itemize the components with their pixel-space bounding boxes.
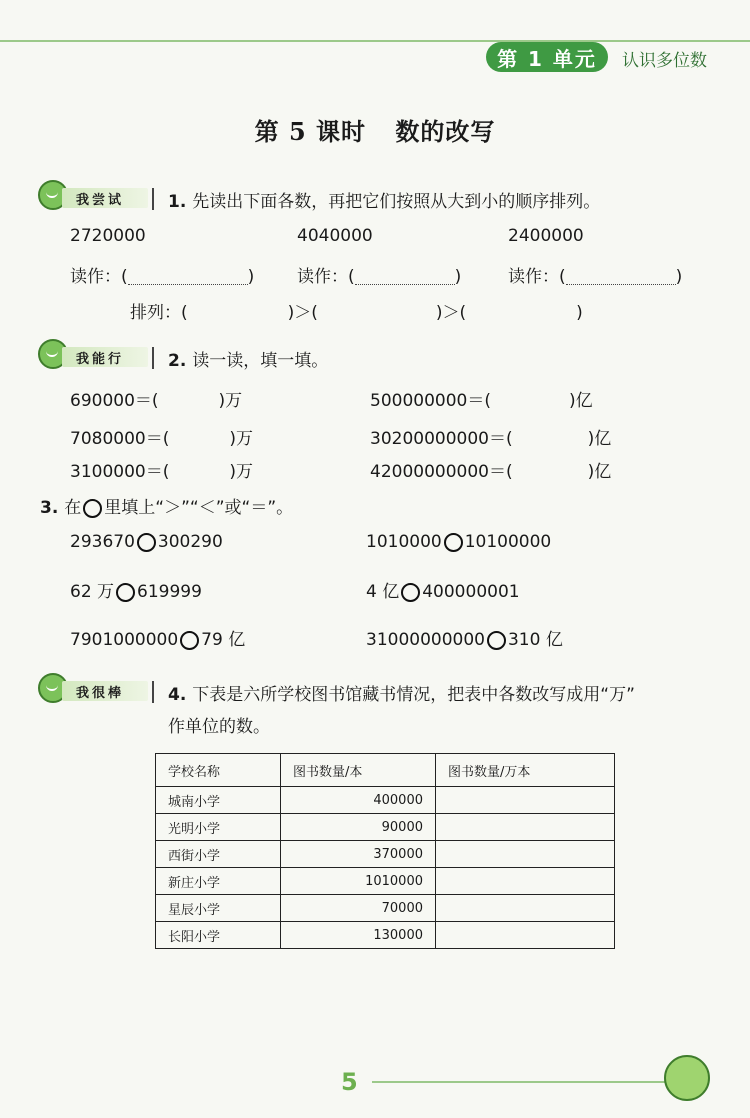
q4-text-1: 下表是六所学校图书馆藏书情况，把表中各数改写成用“万” [192, 685, 635, 705]
table-header: 图书数量/本 [281, 754, 436, 787]
tag-divider [152, 347, 154, 369]
mascot-icon [664, 1055, 710, 1101]
q2-left-2: 7080000＝( )万 [70, 429, 253, 449]
school-name: 长阳小学 [156, 922, 281, 949]
book-count: 90000 [281, 814, 436, 841]
tag-divider [152, 188, 154, 210]
table-header: 学校名称 [156, 754, 281, 787]
q3-pair-5: 7901000000 79 亿 [70, 630, 246, 650]
unit-subtitle: 认识多位数 [622, 51, 707, 71]
answer-cell[interactable] [436, 787, 615, 814]
compare-circle[interactable] [116, 583, 135, 602]
compare-circle[interactable] [401, 583, 420, 602]
q2-prompt [168, 346, 328, 371]
school-name: 城南小学 [156, 787, 281, 814]
table-row [156, 895, 615, 922]
tag-divider [152, 681, 154, 703]
q1-number-1: 2720000 [70, 226, 146, 246]
book-count: 130000 [281, 922, 436, 949]
q3-number: 3. [40, 498, 59, 518]
books-table [155, 753, 615, 949]
header-rule [0, 40, 750, 42]
q1-read-1: 读作：( ) [70, 267, 255, 287]
table-header: 图书数量/万本 [436, 754, 615, 787]
answer-cell[interactable] [436, 895, 615, 922]
school-name: 光明小学 [156, 814, 281, 841]
q1-prompt [168, 187, 600, 212]
section-tag-great: 我很棒 [76, 686, 125, 701]
table-row [156, 868, 615, 895]
footer-rule [372, 1081, 672, 1083]
table-row [156, 787, 615, 814]
answer-cell[interactable] [436, 922, 615, 949]
lesson-title [0, 112, 750, 147]
lesson-number: 第 5 课时 [254, 117, 367, 146]
q1-read-2: 读作：( ) [297, 267, 462, 287]
book-count: 70000 [281, 895, 436, 922]
school-name: 星辰小学 [156, 895, 281, 922]
q1-number-2: 4040000 [297, 226, 373, 246]
table-row [156, 814, 615, 841]
school-name: 西街小学 [156, 841, 281, 868]
page-number: 5 [341, 1068, 358, 1096]
answer-blank[interactable] [128, 270, 248, 285]
q2-right-1: 500000000＝( )亿 [370, 391, 593, 411]
q3-pair-4: 4 亿 400000001 [366, 582, 520, 602]
q2-right-3: 42000000000＝( )亿 [370, 462, 612, 482]
q3-pair-1: 293670 300290 [70, 532, 223, 552]
q4-number: 4. [168, 685, 187, 705]
q1-order: 排列：( )＞( )＞( ) [130, 303, 583, 323]
unit-badge: 第 1 单元 [486, 42, 608, 72]
table-header-row [156, 754, 615, 787]
q1-number-3: 2400000 [508, 226, 584, 246]
q4-text-2: 作单位的数。 [168, 717, 270, 737]
book-count: 1010000 [281, 868, 436, 895]
answer-cell[interactable] [436, 841, 615, 868]
school-name: 新庄小学 [156, 868, 281, 895]
q3-pair-6: 31000000000 310 亿 [366, 630, 563, 650]
q2-number: 2. [168, 351, 187, 371]
answer-cell[interactable] [436, 868, 615, 895]
section-tag-try: 我尝试 [76, 193, 125, 208]
book-count: 370000 [281, 841, 436, 868]
answer-blank[interactable] [566, 270, 676, 285]
answer-cell[interactable] [436, 814, 615, 841]
book-count: 400000 [281, 787, 436, 814]
answer-blank[interactable] [355, 270, 455, 285]
compare-circle[interactable] [180, 631, 199, 650]
compare-circle[interactable] [487, 631, 506, 650]
section-tag-can: 我能行 [76, 352, 125, 367]
q2-left-3: 3100000＝( )万 [70, 462, 253, 482]
q2-right-2: 30200000000＝( )亿 [370, 429, 612, 449]
q4-prompt [168, 680, 635, 705]
table-row [156, 841, 615, 868]
lesson-name: 数的改写 [395, 117, 496, 146]
compare-circle-icon [83, 499, 102, 518]
compare-circle[interactable] [444, 533, 463, 552]
q3-prompt: 3. 在 里填上“＞”“＜”或“＝”。 [40, 498, 294, 518]
q3-pair-3: 62 万 619999 [70, 582, 202, 602]
q1-number: 1. [168, 192, 187, 212]
q1-read-3: 读作：( ) [508, 267, 683, 287]
q3-pair-2: 1010000 10100000 [366, 532, 552, 552]
table-row [156, 922, 615, 949]
q2-text: 读一读，填一填。 [192, 351, 329, 371]
q1-text: 先读出下面各数，再把它们按照从大到小的顺序排列。 [192, 192, 601, 212]
compare-circle[interactable] [137, 533, 156, 552]
q2-left-1: 690000＝( )万 [70, 391, 243, 411]
